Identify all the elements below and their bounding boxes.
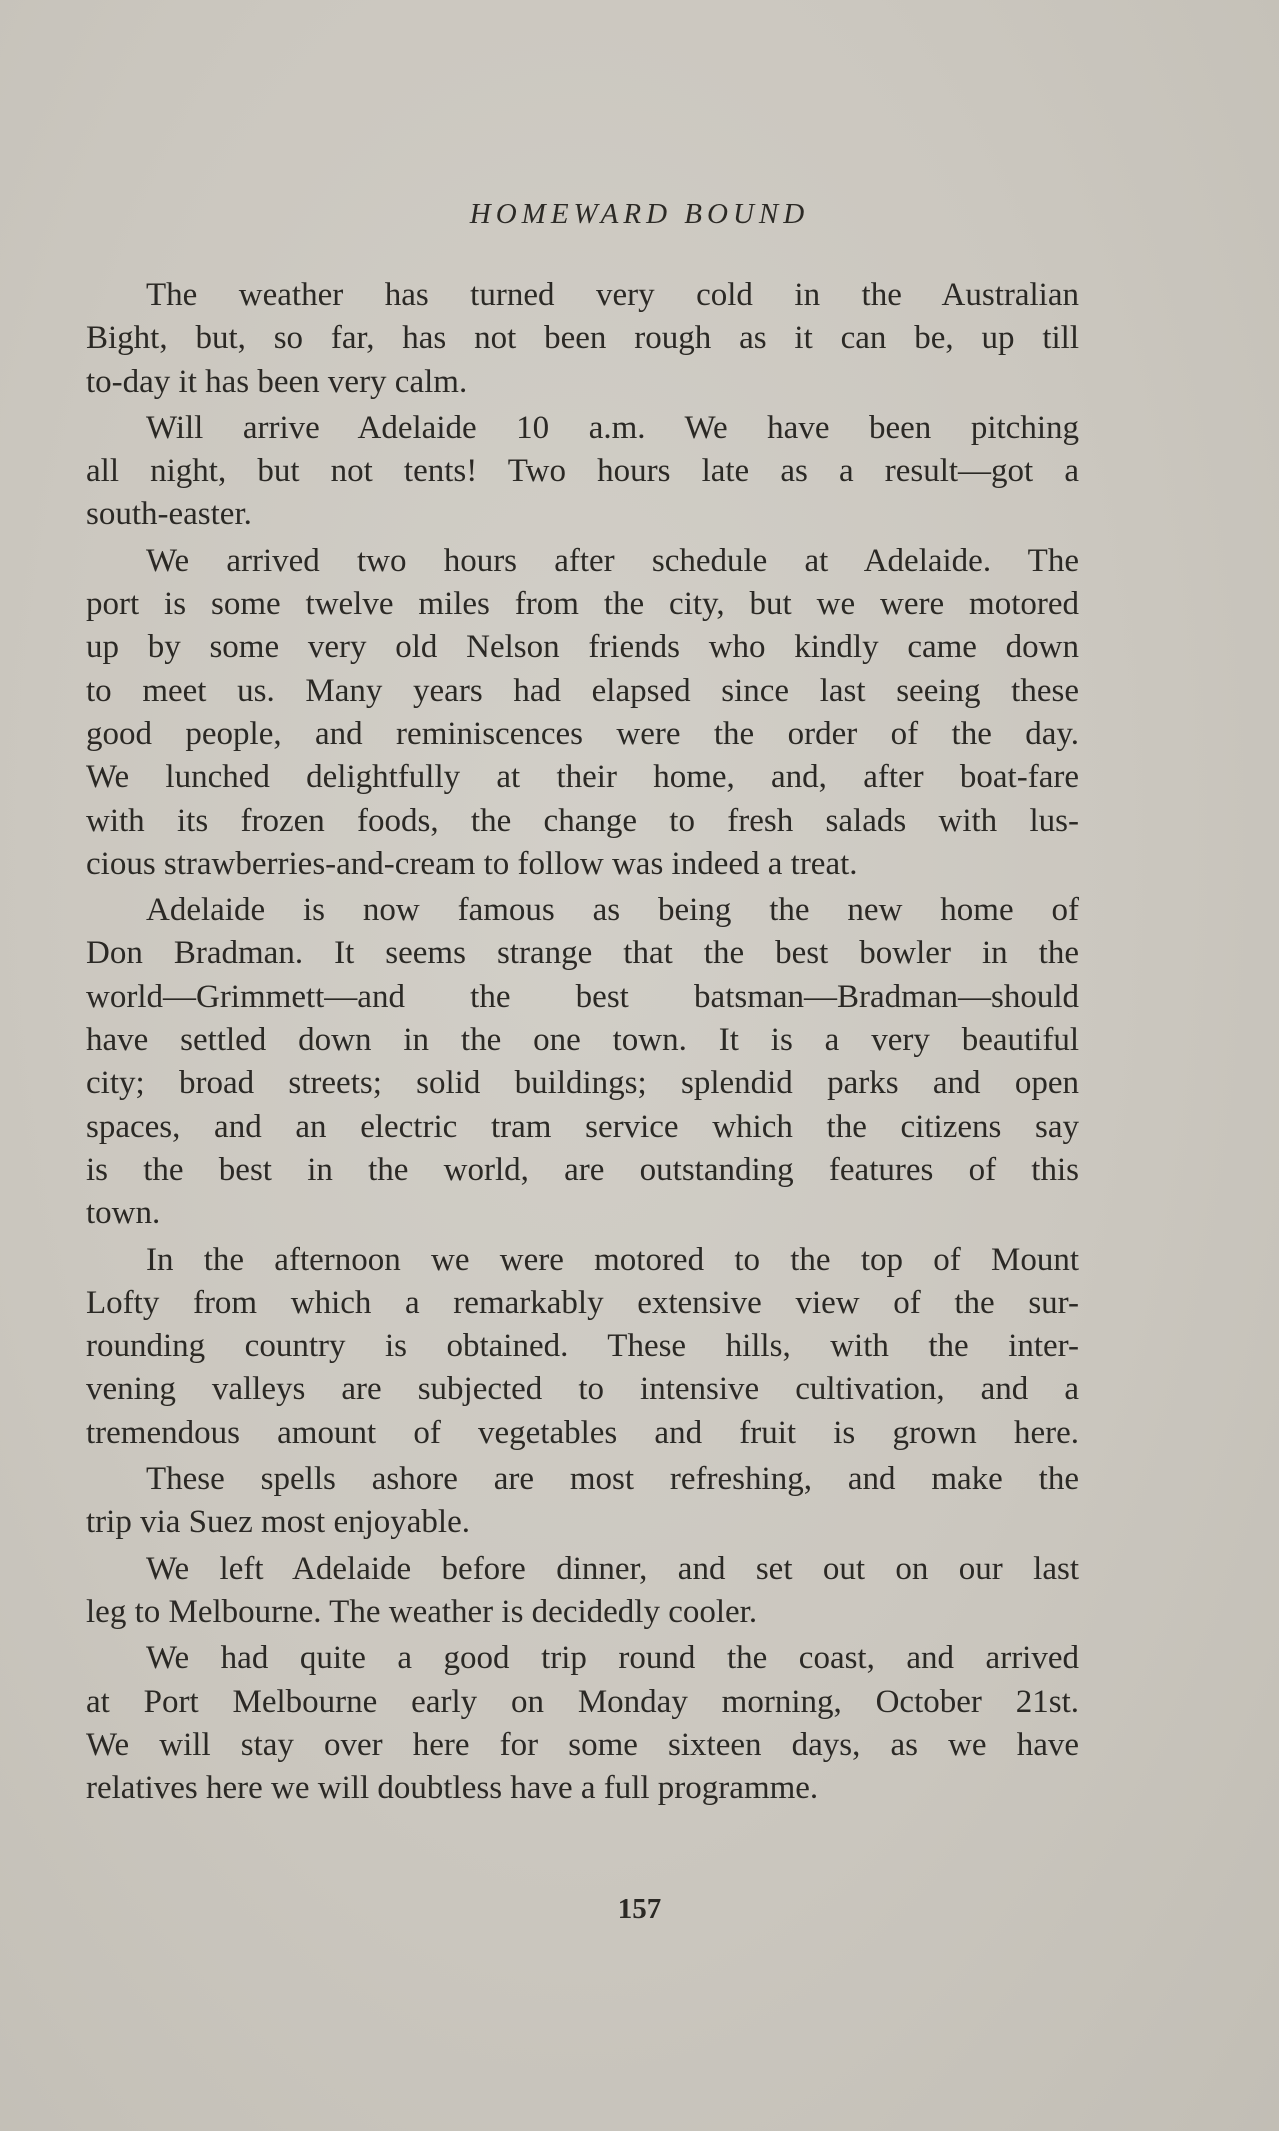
text-line: Don Bradman. It seems strange that the best bowler in the bbox=[86, 935, 1079, 972]
text-line: at Port Melbourne early on Monday morning, October 21st. bbox=[86, 1683, 1079, 1720]
text-line: up by some very old Nelson friends who kindly came down bbox=[86, 629, 1079, 666]
text-line: trip via Suez most enjoyable. bbox=[86, 1504, 470, 1541]
text-line: We will stay over here for some sixteen days, as we have bbox=[86, 1726, 1079, 1763]
paragraph-8 bbox=[86, 1637, 1079, 1810]
text-line: relatives here we will doubtless have a full programme. bbox=[86, 1770, 819, 1807]
text-line: town. bbox=[86, 1195, 161, 1232]
text-line: tremendous amount of vegetables and fruit is grown here. bbox=[86, 1414, 1079, 1451]
text-line: We left Adelaide before dinner, and set out on our last bbox=[146, 1550, 1079, 1587]
text-line: port is some twelve miles from the city, but we were motored bbox=[86, 586, 1079, 623]
text-line: good people, and reminiscences were the order of the day. bbox=[86, 715, 1079, 752]
text-line: These spells ashore are most refreshing, and make the bbox=[146, 1461, 1079, 1498]
body-text bbox=[86, 274, 1079, 1813]
text-line: rounding country is obtained. These hills, with the inter- bbox=[86, 1328, 1079, 1365]
text-line: to meet us. Many years had elapsed since last seeing these bbox=[86, 672, 1079, 709]
text-line: with its frozen foods, the change to fresh salads with lus- bbox=[86, 802, 1079, 839]
text-line: to-day it has been very calm. bbox=[86, 363, 468, 400]
text-line: Bight, but, so far, has not been rough as it can be, up till bbox=[86, 320, 1079, 357]
text-line: is the best in the world, are outstanding features of this bbox=[86, 1151, 1079, 1188]
text-line: Adelaide is now famous as being the new home of bbox=[146, 892, 1079, 929]
text-line: spaces, and an electric tram service which the citizens say bbox=[86, 1108, 1079, 1145]
text-line: Will arrive Adelaide 10 a.m. We have been pitching bbox=[146, 409, 1079, 446]
paragraph-2 bbox=[86, 407, 1079, 537]
text-line: We had quite a good trip round the coast, and arrived bbox=[146, 1640, 1079, 1677]
text-line: south-easter. bbox=[86, 496, 252, 533]
paragraph-6 bbox=[86, 1458, 1079, 1545]
text-line: vening valleys are subjected to intensive cultivation, and a bbox=[86, 1371, 1079, 1408]
page-number: 157 bbox=[617, 1893, 662, 1925]
paragraph-4 bbox=[86, 889, 1079, 1235]
text-line: In the afternoon we were motored to the top of Mount bbox=[146, 1241, 1079, 1278]
text-line: We arrived two hours after schedule at Adelaide. The bbox=[146, 542, 1079, 579]
text-line: world—Grimmett—and the best batsman—Bradman—should bbox=[86, 978, 1079, 1015]
text-line: have settled down in the one town. It is a very beautiful bbox=[86, 1022, 1079, 1059]
text-line: We lunched delightfully at their home, and, after boat-fare bbox=[86, 759, 1079, 796]
running-head: HOMEWARD BOUND bbox=[469, 198, 810, 230]
text-line: cious strawberries-and-cream to follow was indeed a treat. bbox=[86, 845, 858, 882]
paragraph-7 bbox=[86, 1548, 1079, 1635]
text-line: all night, but not tents! Two hours late as a result—got a bbox=[86, 453, 1079, 490]
text-line: city; broad streets; solid buildings; splendid parks and open bbox=[86, 1065, 1079, 1102]
text-line: The weather has turned very cold in the Australian bbox=[146, 277, 1079, 313]
text-line: leg to Melbourne. The weather is decidedly cooler. bbox=[86, 1593, 758, 1630]
paragraph-1 bbox=[86, 274, 1079, 404]
text-line: Lofty from which a remarkably extensive view of the sur- bbox=[86, 1284, 1079, 1321]
paragraph-5 bbox=[86, 1239, 1079, 1455]
paragraph-3 bbox=[86, 540, 1079, 886]
